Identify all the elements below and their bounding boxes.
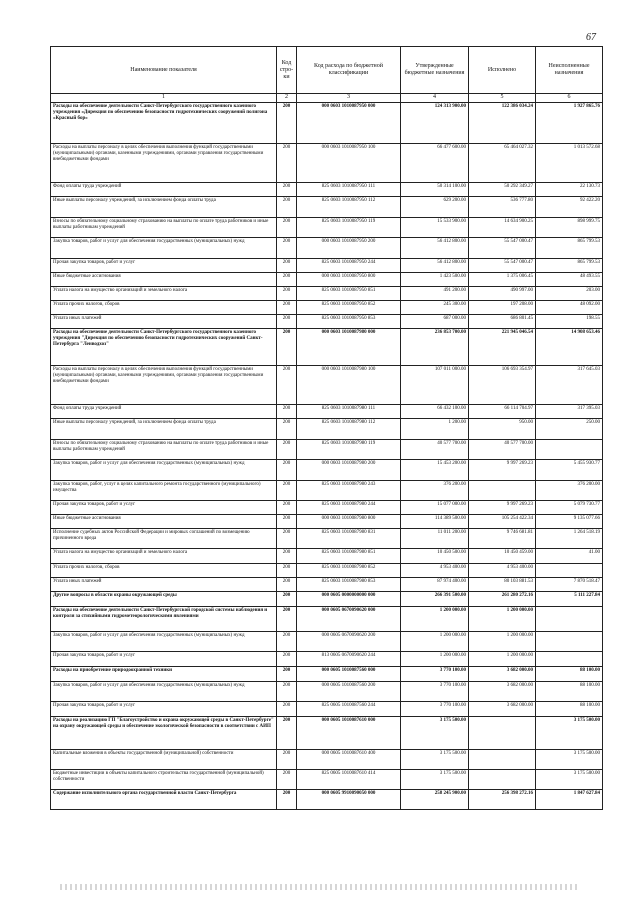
row-classification-cell: 825 0603 1010087980 243 [297,481,401,501]
row-code-cell: 200 [277,287,297,301]
row-name-cell: Содержание исполнительного органа государственной власти Санкт-Петербурга [51,790,277,810]
table-row [51,682,603,702]
row-approved-cell: 245 300.00 [401,301,469,315]
row-classification-cell: 825 0603 1010087950 853 [297,315,401,329]
table-row [51,549,603,564]
row-classification-cell: 825 0603 1010087980 853 [297,578,401,592]
table-row [51,273,603,287]
row-code-cell: 200 [277,197,297,218]
row-code-cell: 200 [277,419,297,440]
row-name-cell: Другие вопросы в области охраны окружающей среды [51,592,277,607]
row-unexecuted-cell: 376 200.00 [536,481,603,501]
table-row [51,259,603,273]
row-code-cell: 200 [277,329,297,366]
row-approved-cell: 3 175 500.00 [401,750,469,770]
table-row [51,515,603,529]
table-row [51,440,603,460]
row-classification-cell: 000 0603 1010087980 200 [297,460,401,481]
table-row [51,702,603,717]
row-executed-cell: 490 997.00 [469,287,536,301]
row-unexecuted-cell: 250.00 [536,419,603,440]
footer-scan-line [60,884,580,890]
row-code-cell: 200 [277,790,297,810]
row-code-cell: 200 [277,315,297,329]
row-code-cell: 200 [277,564,297,578]
row-classification-cell: 825 0603 1010087980 831 [297,529,401,549]
row-classification-cell: 000 0605 0670090620 000 [297,607,401,632]
row-approved-cell: 629 200.00 [401,197,469,218]
row-unexecuted-cell: 14 908 653.46 [536,329,603,366]
row-unexecuted-cell: 7 870 518.47 [536,578,603,592]
row-approved-cell: 3 770 100.00 [401,702,469,717]
table-row [51,419,603,440]
row-classification-cell: 000 0603 1010087950 000 [297,103,401,144]
row-unexecuted-cell: 203.00 [536,287,603,301]
row-executed-cell: 9 746 681.81 [469,529,536,549]
row-name-cell: Иные бюджетные ассигнования [51,273,277,287]
row-classification-cell: 825 0603 1010087950 111 [297,183,401,197]
table-row [51,218,603,238]
row-name-cell: Прочая закупка товаров, работ и услуг [51,501,277,515]
row-approved-cell: 15 533 900.00 [401,218,469,238]
table-row [51,329,603,366]
row-classification-cell: 000 0605 9910090050 000 [297,790,401,810]
row-unexecuted-cell [536,564,603,578]
row-classification-cell: 825 0605 1010087610 414 [297,770,401,790]
row-executed-cell [469,750,536,770]
row-unexecuted-cell [536,652,603,667]
row-name-cell: Прочая закупка товаров, работ и услуг [51,652,277,667]
row-unexecuted-cell: 1 013 572.68 [536,144,603,183]
row-code-cell: 200 [277,405,297,419]
row-approved-cell: 87 974 400.00 [401,578,469,592]
row-code-cell: 200 [277,301,297,315]
row-approved-cell: 11 011 200.00 [401,529,469,549]
row-code-cell: 200 [277,529,297,549]
row-code-cell: 200 [277,103,297,144]
row-name-cell: Расходы на выплаты персоналу в целях обеспечения выполнения функций государственными (муниципальными) органами, казенными учреждениями, органами управления государственными внебюджетными фондами [51,366,277,405]
row-executed-cell: 950.00 [469,419,536,440]
table-row [51,238,603,259]
row-approved-cell: 3 175 500.00 [401,717,469,750]
table-row [51,183,603,197]
row-code-cell: 200 [277,607,297,632]
row-classification-cell: 825 0603 1010087950 852 [297,301,401,315]
row-name-cell: Уплата налога на имущество организаций и земельного налога [51,287,277,301]
row-approved-cell: 1 200 000.00 [401,632,469,652]
row-executed-cell: 1 200 000.00 [469,632,536,652]
row-classification-cell: 000 0605 1010087560 000 [297,667,401,682]
row-executed-cell: 10 450 459.00 [469,549,536,564]
row-unexecuted-cell [536,440,603,460]
row-approved-cell: 56 412 800.00 [401,259,469,273]
row-unexecuted-cell [536,632,603,652]
row-unexecuted-cell: 5 111 227.84 [536,592,603,607]
row-approved-cell: 3 175 500.00 [401,770,469,790]
row-code-cell: 200 [277,144,297,183]
row-code-cell: 200 [277,440,297,460]
header-code: Код стро-ки [277,47,297,94]
row-approved-cell: 107 011 000.00 [401,366,469,405]
column-number: 3 [297,94,401,103]
row-executed-cell: 55 547 000.47 [469,238,536,259]
table-row [51,144,603,183]
row-name-cell: Закупка товаров, работ и услуг для обеспечения государственных (муниципальных) нужд [51,682,277,702]
page-number: 67 [586,32,596,43]
table-row [51,315,603,329]
row-code-cell: 200 [277,515,297,529]
row-classification-cell: 000 0603 1010087980 800 [297,515,401,529]
row-unexecuted-cell: 317 645.03 [536,366,603,405]
row-classification-cell: 000 0605 1010087610 400 [297,750,401,770]
row-unexecuted-cell: 1 264 518.19 [536,529,603,549]
row-code-cell: 200 [277,578,297,592]
row-executed-cell: 80 103 881.53 [469,578,536,592]
table-row [51,460,603,481]
header-classification: Код расхода по бюджетной классификации [297,47,401,94]
row-approved-cell: 1 200 000.00 [401,607,469,632]
row-name-cell: Закупка товаров, работ и услуг для обеспечения государственных (муниципальных) нужд [51,238,277,259]
table-row [51,405,603,419]
row-executed-cell: 65 464 027.32 [469,144,536,183]
table-header-row [51,47,603,94]
table-row [51,750,603,770]
row-executed-cell [469,770,536,790]
row-executed-cell: 50 292 349.27 [469,183,536,197]
row-code-cell: 200 [277,682,297,702]
row-approved-cell: 124 313 900.00 [401,103,469,144]
row-executed-cell [469,717,536,750]
row-unexecuted-cell: 88 100.00 [536,667,603,682]
row-executed-cell: 197 208.00 [469,301,536,315]
row-code-cell: 200 [277,770,297,790]
row-classification-cell: 825 0603 1010087980 112 [297,419,401,440]
row-classification-cell: 825 0603 1010087950 112 [297,197,401,218]
row-name-cell: Расходы на выплаты персоналу в целях обеспечения выполнения функций государственными (муниципальными) органами, казенными учреждениями, органами управления государственными внебюджетными фондами [51,144,277,183]
row-classification-cell: 825 0603 1010087980 852 [297,564,401,578]
row-approved-cell: 1 200 000.00 [401,652,469,667]
row-unexecuted-cell: 3 175 500.00 [536,770,603,790]
row-approved-cell: 66 432 100.00 [401,405,469,419]
row-executed-cell: 55 547 000.47 [469,259,536,273]
row-classification-cell: 825 0603 1010087980 244 [297,501,401,515]
row-name-cell: Расходы на обеспечение деятельности Санкт-Петербургской городской системы наблюдения и контроля за стихийными гидрометеорологическими явлениями [51,607,277,632]
table-row [51,564,603,578]
row-unexecuted-cell: 9 135 077.66 [536,515,603,529]
row-code-cell: 200 [277,501,297,515]
header-approved: Утвержденные бюджетные назначения [401,47,469,94]
row-name-cell: Закупка товаров, работ и услуг для обеспечения государственных (муниципальных) нужд [51,632,277,652]
row-executed-cell: 1 200 000.00 [469,607,536,632]
row-approved-cell: 50 314 100.00 [401,183,469,197]
row-executed-cell: 122 386 034.24 [469,103,536,144]
row-executed-cell: 106 693 354.97 [469,366,536,405]
row-name-cell: Расходы на приобретение природоохранной техники [51,667,277,682]
row-name-cell: Уплата налога на имущество организаций и земельного налога [51,549,277,564]
header-unexecuted: Неисполненные назначения [536,47,603,94]
table-row [51,287,603,301]
row-name-cell: Прочая закупка товаров, работ и услуг [51,259,277,273]
row-name-cell: Бюджетные инвестиции в объекты капитального строительства государственной (муниципальной) собственности [51,770,277,790]
row-executed-cell: 40 577 700.00 [469,440,536,460]
row-approved-cell: 114 389 500.00 [401,515,469,529]
row-name-cell: Иные бюджетные ассигнования [51,515,277,529]
row-executed-cell: 256 398 272.16 [469,790,536,810]
row-classification-cell: 825 0603 1010087980 119 [297,440,401,460]
row-name-cell: Уплата прочих налогов, сборов [51,301,277,315]
table-row [51,103,603,144]
table-row [51,481,603,501]
row-name-cell: Уплата прочих налогов, сборов [51,564,277,578]
row-approved-cell: 266 391 500.00 [401,592,469,607]
table-body [51,103,603,810]
row-name-cell: Капитальные вложения в объекты государственной (муниципальной) собственности [51,750,277,770]
row-code-cell: 200 [277,238,297,259]
row-classification-cell: 000 0603 1010087950 200 [297,238,401,259]
table-row [51,501,603,515]
row-name-cell: Расходы на обеспечение деятельности Санкт-Петербургского государственного казенного учреждения «Дирекция по обеспечению безопасности гидротехнических сооружений полигона «Красный бор» [51,103,277,144]
row-name-cell: Прочая закупка товаров, работ и услуг [51,702,277,717]
row-code-cell: 200 [277,259,297,273]
row-unexecuted-cell: 1 927 865.76 [536,103,603,144]
budget-table [50,46,603,810]
row-unexecuted-cell: 22 130.73 [536,183,603,197]
row-classification-cell: 000 0603 1010087980 000 [297,329,401,366]
row-approved-cell: 687 000.00 [401,315,469,329]
row-classification-cell: 000 0605 0670090620 200 [297,632,401,652]
row-approved-cell: 15 077 000.00 [401,501,469,515]
row-unexecuted-cell: 48 493.55 [536,273,603,287]
row-code-cell: 200 [277,218,297,238]
row-name-cell: Закупка товаров, работ, услуг в целях капитального ремонта государственного (муниципального) имущества [51,481,277,501]
row-classification-cell: 825 0603 1010087950 244 [297,259,401,273]
row-unexecuted-cell: 92 422.20 [536,197,603,218]
row-code-cell: 200 [277,652,297,667]
row-unexecuted-cell: 317 395.03 [536,405,603,419]
row-unexecuted-cell [536,607,603,632]
row-name-cell: Уплата иных платежей [51,315,277,329]
row-code-cell: 200 [277,750,297,770]
row-approved-cell: 4 953 400.00 [401,564,469,578]
table-row [51,529,603,549]
row-unexecuted-cell: 3 175 500.00 [536,717,603,750]
table-row [51,632,603,652]
row-executed-cell: 66 114 704.97 [469,405,536,419]
row-classification-cell: 000 0603 1010087980 100 [297,366,401,405]
row-classification-cell: 000 0603 1010087950 100 [297,144,401,183]
row-name-cell: Уплата иных платежей [51,578,277,592]
row-code-cell: 200 [277,481,297,501]
row-approved-cell: 3 770 100.00 [401,682,469,702]
row-executed-cell: 9 997 269.23 [469,460,536,481]
row-executed-cell: 1 375 006.45 [469,273,536,287]
row-approved-cell: 40 577 700.00 [401,440,469,460]
row-code-cell: 200 [277,667,297,682]
row-executed-cell [469,481,536,501]
header-executed: Исполнено [469,47,536,94]
row-name-cell: Закупка товаров, работ и услуг для обеспечения государственных (муниципальных) нужд [51,460,277,481]
row-unexecuted-cell: 865 799.53 [536,259,603,273]
row-executed-cell: 9 997 269.23 [469,501,536,515]
row-code-cell: 200 [277,632,297,652]
row-name-cell: Иные выплаты персоналу учреждений, за исключением фонда оплаты труда [51,419,277,440]
row-name-cell: Исполнение судебных актов Российской Федерации и мировых соглашений по возмещению причиненного вреда [51,529,277,549]
row-unexecuted-cell: 198.55 [536,315,603,329]
table-row [51,667,603,682]
row-executed-cell: 686 801.45 [469,315,536,329]
row-approved-cell: 1 423 500.00 [401,273,469,287]
row-code-cell: 200 [277,717,297,750]
row-name-cell: Взносы по обязательному социальному страхованию на выплаты по оплате труда работников и иные выплаты работникам учреждений [51,440,277,460]
column-number: 5 [469,94,536,103]
row-unexecuted-cell: 41.00 [536,549,603,564]
row-code-cell: 200 [277,592,297,607]
table-row [51,770,603,790]
row-code-cell: 200 [277,273,297,287]
row-name-cell: Фонд оплаты труда учреждений [51,183,277,197]
row-unexecuted-cell: 1 847 627.84 [536,790,603,810]
row-approved-cell: 3 770 100.00 [401,667,469,682]
row-executed-cell: 3 682 000.00 [469,667,536,682]
table-row [51,592,603,607]
row-name-cell: Взносы по обязательному социальному страхованию на выплаты по оплате труда работников и иные выплаты работникам учреждений [51,218,277,238]
row-classification-cell: 825 0603 1010087950 119 [297,218,401,238]
row-executed-cell: 1 200 000.00 [469,652,536,667]
table-row [51,607,603,632]
row-code-cell: 200 [277,702,297,717]
row-classification-cell: 000 0603 1010087950 800 [297,273,401,287]
row-executed-cell: 3 682 000.00 [469,702,536,717]
row-name-cell: Иные выплаты персоналу учреждений, за исключением фонда оплаты труда [51,197,277,218]
row-name-cell: Расходы на обеспечение деятельности Санкт-Петербургского государственного казенного учреждения "Дирекция по обеспечению безопасности гидротехнических сооружений Санкт-Петербурга "Ленводхоз" [51,329,277,366]
row-code-cell: 200 [277,183,297,197]
row-classification-cell: 825 0605 1010087560 244 [297,702,401,717]
row-unexecuted-cell: 5 079 730.77 [536,501,603,515]
table-row [51,652,603,667]
row-name-cell: Расходы на реализацию ГП "Благоустройство и охрана окружающей среды в Санкт-Петербурге" на охрану окружающей среды и обеспечение экологической безопасности в соответствии с АИП [51,717,277,750]
table-row [51,197,603,218]
column-number: 6 [536,94,603,103]
row-classification-cell: 000 0605 1010087610 000 [297,717,401,750]
column-number-row [51,94,603,103]
row-executed-cell: 261 280 272.16 [469,592,536,607]
row-approved-cell: 491 200.00 [401,287,469,301]
row-classification-cell: 000 0605 0000000000 000 [297,592,401,607]
row-approved-cell: 236 853 700.00 [401,329,469,366]
row-unexecuted-cell: 48 092.00 [536,301,603,315]
table-row [51,717,603,750]
row-executed-cell: 14 634 900.25 [469,218,536,238]
column-number: 1 [51,94,277,103]
row-classification-cell: 825 0603 1010087980 111 [297,405,401,419]
row-unexecuted-cell: 3 175 500.00 [536,750,603,770]
table-row [51,578,603,592]
row-approved-cell: 56 412 800.00 [401,238,469,259]
row-approved-cell: 10 450 500.00 [401,549,469,564]
row-executed-cell: 4 953 400.00 [469,564,536,578]
column-number: 2 [277,94,297,103]
row-classification-cell: 813 0605 0670090620 244 [297,652,401,667]
table-row [51,790,603,810]
row-executed-cell: 221 945 046.54 [469,329,536,366]
row-classification-cell: 000 0605 1010087560 200 [297,682,401,702]
header-name: Наименование показателя [51,47,277,94]
row-approved-cell: 258 245 900.00 [401,790,469,810]
row-executed-cell: 105 254 422.34 [469,515,536,529]
table-row [51,366,603,405]
row-unexecuted-cell: 865 799.53 [536,238,603,259]
row-executed-cell: 536 777.80 [469,197,536,218]
row-code-cell: 200 [277,366,297,405]
row-classification-cell: 825 0603 1010087980 851 [297,549,401,564]
table-row [51,301,603,315]
row-unexecuted-cell: 88 100.00 [536,682,603,702]
row-unexecuted-cell: 5 455 930.77 [536,460,603,481]
row-unexecuted-cell: 898 999.75 [536,218,603,238]
row-approved-cell: 15 453 200.00 [401,460,469,481]
row-approved-cell: 376 200.00 [401,481,469,501]
row-approved-cell: 66 477 600.00 [401,144,469,183]
row-approved-cell: 1 200.00 [401,419,469,440]
row-classification-cell: 825 0603 1010087950 851 [297,287,401,301]
column-number: 4 [401,94,469,103]
row-unexecuted-cell: 88 100.00 [536,702,603,717]
row-code-cell: 200 [277,460,297,481]
row-code-cell: 200 [277,549,297,564]
row-name-cell: Фонд оплаты труда учреждений [51,405,277,419]
row-executed-cell: 3 682 000.00 [469,682,536,702]
